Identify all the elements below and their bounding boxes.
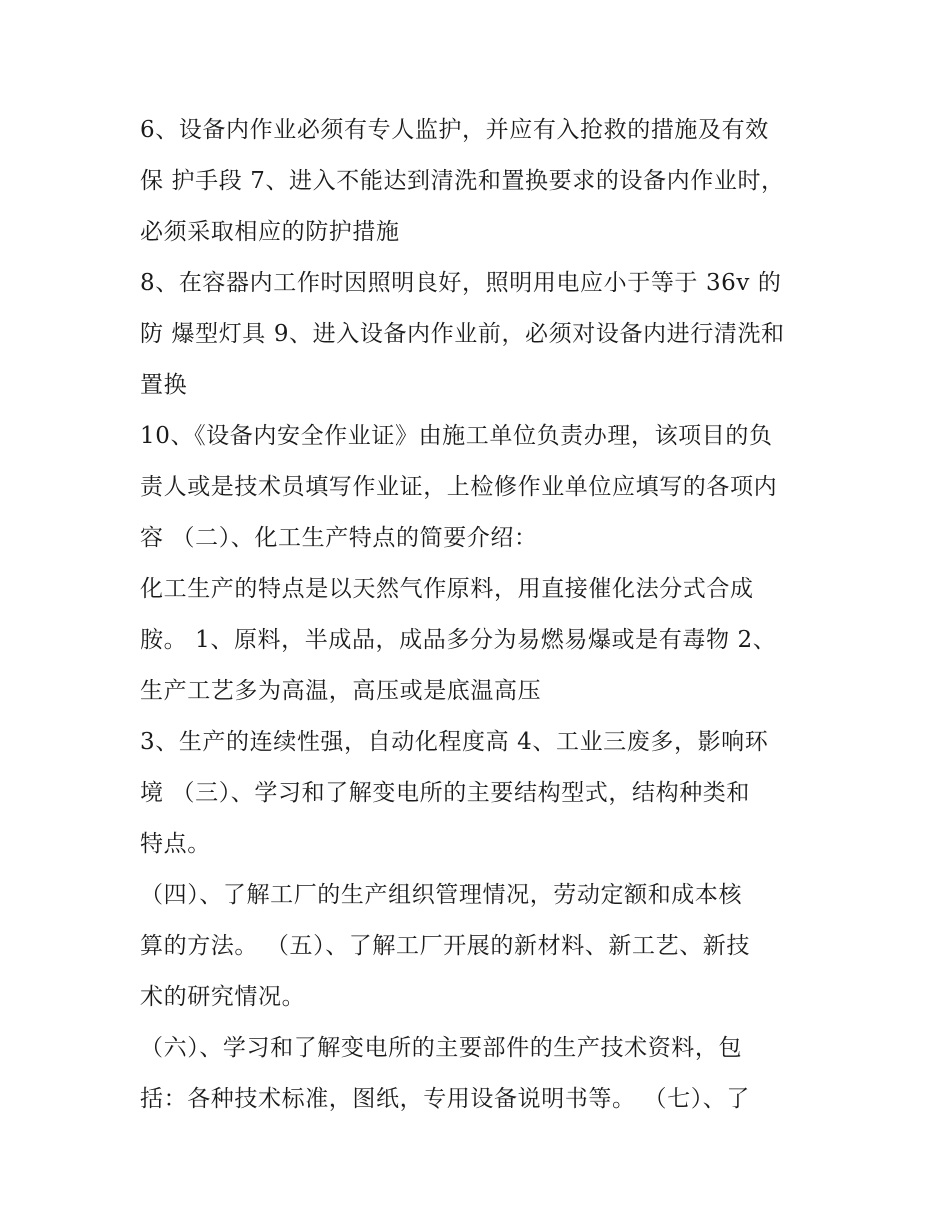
text-line: 防 爆型灯具 9、进入设备内作业前，必须对设备内进行清洗和 [140, 321, 785, 347]
text-line: 生产工艺多为高温，高压或是底温高压 [140, 678, 542, 704]
text-line: 责人或是技术员填写作业证，上检修作业单位应填写的各项内 [140, 474, 778, 500]
text-line: 必须采取相应的防护措施 [140, 219, 400, 245]
text-line: 算的方法。 （五）、了解工厂开展的新材料、新工艺、新技 [140, 933, 751, 959]
text-line: 特点。 [140, 831, 211, 857]
text-line: 置换 [140, 372, 188, 398]
document-body [140, 105, 840, 1125]
text-line: 10、《设备内安全作业证》由施工单位负责办理，该项目的负 [140, 423, 773, 449]
text-line: 胺。 1、原料，半成品，成品多分为易燃易爆或是有毒物 2、 [140, 627, 777, 653]
text-line: 术的研究情况。 [140, 984, 306, 1010]
text-line: 8、在容器内工作时因照明良好，照明用电应小于等于 36v 的 [140, 270, 782, 296]
text-line: （四）、了解工厂的生产组织管理情况，劳动定额和成本核 [140, 882, 743, 908]
text-line: 保 护手段 7、进入不能达到清洗和置换要求的设备内作业时， [140, 168, 785, 194]
text-line: 3、生产的连续性强，自动化程度高 4、工业三废多，影响环 [140, 729, 769, 755]
text-line: 括：各种技术标准，图纸，专用设备说明书等。 （七）、了 [140, 1086, 751, 1112]
text-line: 化工生产的特点是以天然气作原料，用直接催化法分式合成 [140, 576, 754, 602]
text-line: 容 （二）、化工生产特点的简要介绍： [140, 525, 538, 551]
text-line: 境 （三）、学习和了解变电所的主要结构型式，结构种类和 [140, 780, 751, 806]
text-line: 6、设备内作业必须有专人监护，并应有入抢救的措施及有效 [140, 117, 769, 143]
text-line: （六）、学习和了解变电所的主要部件的生产技术资料，包 [140, 1035, 743, 1061]
